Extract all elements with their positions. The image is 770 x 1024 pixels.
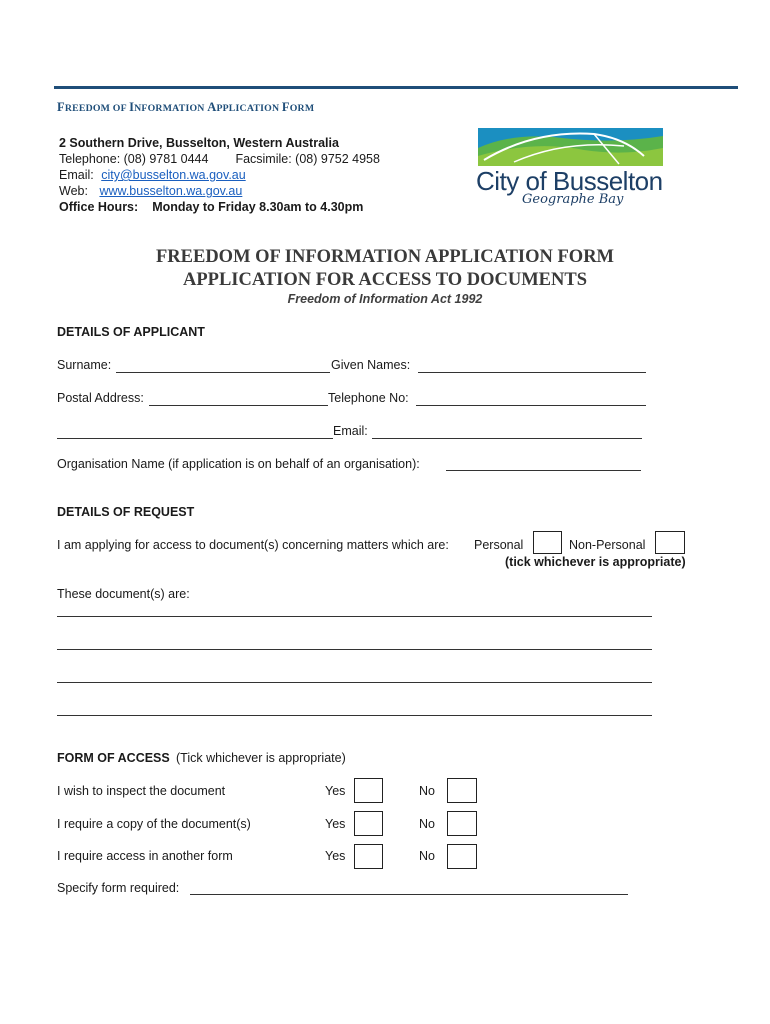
act-subtitle: Freedom of Information Act 1992 — [287, 292, 483, 306]
contact-block — [59, 135, 380, 215]
facsimile: Facsimile: (08) 9752 4958 — [235, 152, 380, 166]
email-field-label: Email: — [333, 424, 368, 438]
title-part: F — [281, 100, 290, 114]
copy-no-checkbox[interactable] — [447, 811, 477, 836]
no-label: No — [419, 849, 435, 863]
no-label: No — [419, 784, 435, 798]
logo-tagline: Geographe Bay — [522, 192, 624, 207]
office-hours-label: Office Hours: — [59, 200, 139, 214]
main-title-line2: APPLICATION FOR ACCESS TO DOCUMENTS — [183, 270, 587, 290]
postal-address-line2-field[interactable] — [57, 438, 333, 439]
web-link[interactable]: www.busselton.wa.gov.au — [99, 184, 243, 198]
applying-statement: I am applying for access to document(s) concerning matters which are: — [57, 538, 449, 552]
inspect-no-checkbox[interactable] — [447, 778, 477, 803]
given-names-field[interactable] — [418, 372, 646, 373]
documents-line-3[interactable] — [57, 682, 652, 683]
documents-label: These document(s) are: — [57, 587, 190, 601]
telephone-label: Telephone No: — [328, 391, 409, 405]
email-link[interactable]: city@busselton.wa.gov.au — [101, 168, 246, 182]
email-label: Email: — [59, 168, 94, 182]
yes-label: Yes — [325, 849, 346, 863]
surname-field[interactable] — [116, 372, 330, 373]
no-label: No — [419, 817, 435, 831]
access-row-copy: I require a copy of the document(s) — [57, 817, 251, 831]
specify-field[interactable] — [190, 894, 628, 895]
access-heading: FORM OF ACCESS — [57, 751, 170, 765]
postal-address-field[interactable] — [149, 405, 328, 406]
title-part: F — [57, 100, 65, 114]
address: 2 Southern Drive, Busselton, Western Australia — [59, 136, 339, 150]
documents-line-4[interactable] — [57, 715, 652, 716]
city-logo — [474, 126, 666, 214]
non-personal-checkbox[interactable] — [655, 531, 685, 554]
documents-line-1[interactable] — [57, 616, 652, 617]
logo-name: City of Busselton — [476, 166, 663, 196]
organisation-label: Organisation Name (if application is on behalf of an organisation): — [57, 457, 420, 471]
title-part: REEDOM OF — [64, 103, 130, 114]
organisation-field[interactable] — [446, 470, 641, 471]
telephone: Telephone: (08) 9781 0444 — [59, 152, 209, 166]
email-field[interactable] — [372, 438, 642, 439]
other-no-checkbox[interactable] — [447, 844, 477, 869]
non-personal-label: Non-Personal — [569, 538, 646, 552]
title-part: ORM — [289, 103, 315, 114]
yes-label: Yes — [325, 784, 346, 798]
main-title-line1: FREEDOM OF INFORMATION APPLICATION FORM — [155, 247, 615, 267]
applicant-heading: DETAILS OF APPLICANT — [57, 325, 205, 339]
inspect-yes-checkbox[interactable] — [354, 778, 383, 803]
title-part: A — [207, 100, 217, 114]
postal-address-label: Postal Address: — [57, 391, 144, 405]
other-yes-checkbox[interactable] — [354, 844, 383, 869]
tick-note: (tick whichever is appropriate) — [505, 555, 686, 569]
title-part: PPLICATION — [216, 103, 282, 114]
given-names-label: Given Names: — [331, 358, 411, 372]
header-divider — [54, 86, 738, 89]
telephone-field[interactable] — [416, 405, 646, 406]
request-heading: DETAILS OF REQUEST — [57, 505, 195, 519]
personal-checkbox[interactable] — [533, 531, 562, 554]
office-hours: Monday to Friday 8.30am to 4.30pm — [152, 200, 364, 214]
surname-label: Surname: — [57, 358, 112, 372]
yes-label: Yes — [325, 817, 346, 831]
copy-yes-checkbox[interactable] — [354, 811, 383, 836]
personal-label: Personal — [474, 538, 524, 552]
web-label: Web: — [59, 184, 88, 198]
access-row-inspect: I wish to inspect the document — [57, 784, 226, 798]
access-heading-note: (Tick whichever is appropriate) — [176, 751, 346, 765]
specify-label: Specify form required: — [57, 881, 180, 895]
title-part: NFORMATION — [134, 103, 208, 114]
documents-line-2[interactable] — [57, 649, 652, 650]
header-form-title — [57, 100, 314, 115]
title-part: I — [129, 100, 135, 114]
access-row-other: I require access in another form — [57, 849, 233, 863]
